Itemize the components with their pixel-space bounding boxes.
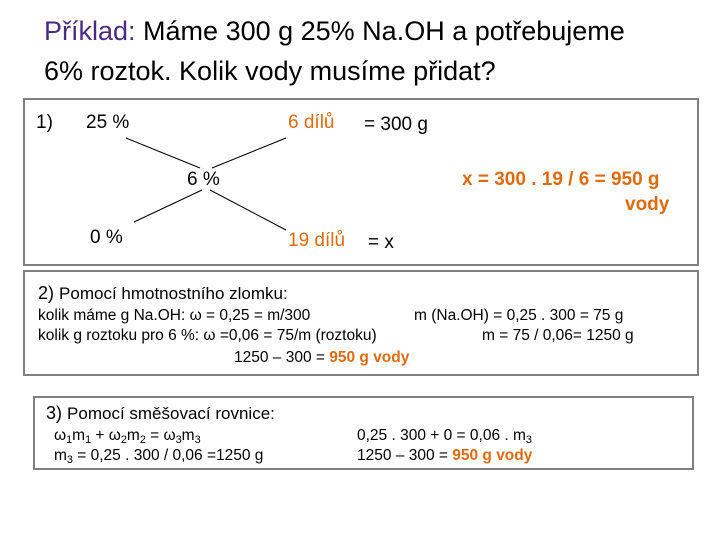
line2-rest: = 0,25 . 300 / 0,06 =1250 g (72, 447, 264, 464)
eq-equals: = ω (145, 427, 176, 444)
method2-line1-right: m (Na.OH) = 0,25 . 300 = 75 g (414, 307, 624, 324)
method2-line3-prefix: 1250 – 300 = (234, 349, 330, 366)
cross-bottom-left: 0 % (90, 227, 123, 248)
eq-sub2b: 2 (139, 434, 146, 446)
method2-number: 2) (38, 283, 55, 303)
method2-heading (38, 283, 288, 304)
cross-center: 6 % (187, 169, 220, 190)
right-line2-prefix: 1250 – 300 = (357, 447, 453, 464)
method2-line3 (234, 349, 409, 367)
cross-bottom-right: 19 dílů (288, 230, 346, 251)
method2-line2-left: kolik g roztoku pro 6 %: ω =0,06 = 75/m (roztoku) (38, 327, 377, 344)
eq-sub1b: 1 (85, 434, 92, 446)
method3-right-line1 (357, 427, 532, 445)
cross-top-left: 25 % (86, 112, 130, 133)
method2-line3-result: 950 g vody (329, 349, 410, 366)
method2-heading-text: Pomocí hmotnostního zlomku: (59, 284, 288, 303)
cross-line-bottom-right (210, 190, 286, 230)
eq-sub3: 3 (175, 434, 182, 446)
cross-bottom-value: = x (368, 232, 394, 253)
eq-sub2: 2 (120, 434, 127, 446)
cross-result-line2: vody (625, 194, 670, 215)
right-line2-result: 950 g vody (452, 447, 533, 464)
method3-heading (46, 403, 275, 424)
title-label: Příklad: (44, 16, 136, 46)
eq-sub1: 1 (66, 434, 73, 446)
eq-omega1: ω (54, 427, 67, 444)
right-line1-sub3: 3 (525, 434, 532, 446)
eq-plus: + ω (91, 427, 121, 444)
title-line1: Máme 300 g 25% Na.OH a potřebujeme (135, 16, 625, 46)
line2-m: m (54, 447, 67, 464)
cross-result-line1: x = 300 . 19 / 6 = 950 g (462, 169, 660, 190)
cross-line-bottom-left (134, 190, 202, 222)
cross-top-right: 6 dílů (288, 112, 335, 133)
method3-heading-text: Pomocí směšovací rovnice: (67, 404, 275, 423)
line2-sub3: 3 (66, 454, 73, 466)
method3-number: 3) (46, 403, 63, 423)
cross-number: 1) (36, 112, 53, 133)
cross-line-top-right (212, 138, 286, 168)
right-line1-text: 0,25 . 300 + 0 = 0,06 . m (357, 427, 526, 444)
eq-m3: m (181, 427, 195, 444)
method2-line2-right: m = 75 / 0,06= 1250 g (482, 327, 634, 344)
method3-line2 (54, 447, 263, 465)
eq-m1: m (72, 427, 86, 444)
method2-line1-left: kolik máme g Na.OH: ω = 0,25 = m/300 (38, 307, 311, 324)
cross-line-top-left (126, 138, 200, 168)
method3-right-line2 (357, 447, 532, 465)
slide-title-line2: 6% roztok. Kolik vody musíme přidat? (44, 56, 496, 86)
method3-equation (54, 427, 201, 445)
cross-top-value: = 300 g (364, 114, 428, 135)
eq-m2: m (126, 427, 140, 444)
eq-sub3b: 3 (194, 434, 201, 446)
